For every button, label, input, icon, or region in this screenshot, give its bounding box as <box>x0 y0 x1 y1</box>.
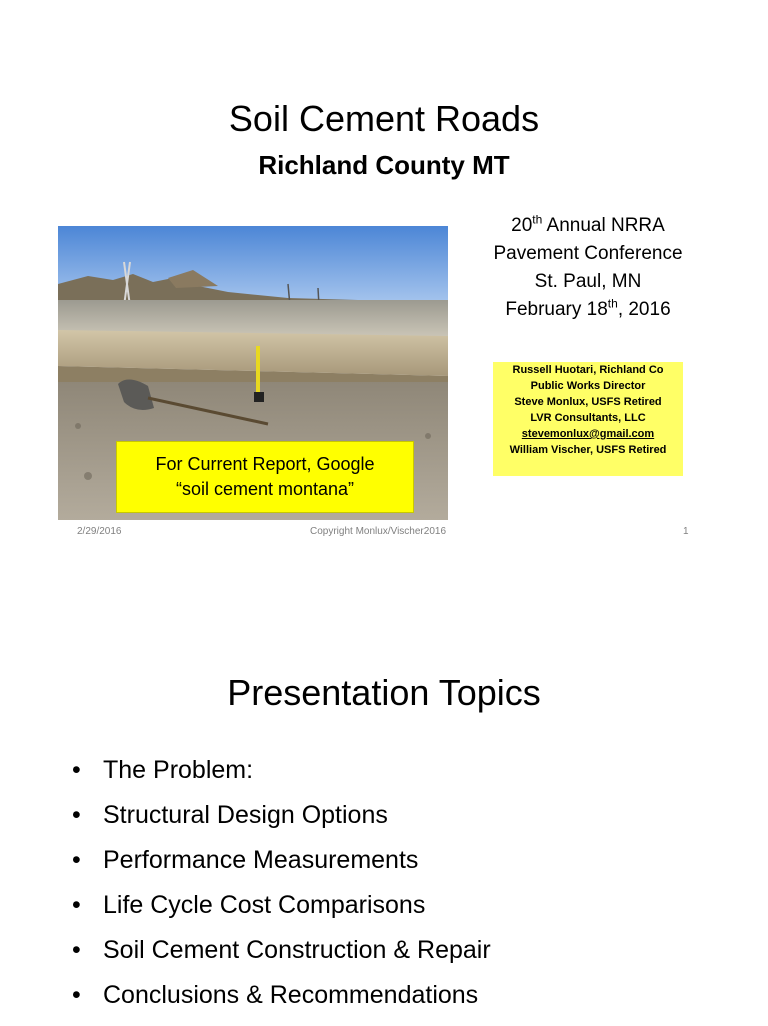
conference-line-4: February 18th, 2016 <box>505 296 671 320</box>
footer-date: 2/29/2016 <box>77 526 122 537</box>
bullet-icon: • <box>72 891 81 919</box>
bullet-icon: • <box>72 756 81 784</box>
author-line: Public Works Director <box>530 380 646 392</box>
footer-page-number: 1 <box>683 526 689 537</box>
author-line: Russell Huotari, Richland Co <box>512 364 664 376</box>
slide-title: Presentation Topics <box>227 672 541 713</box>
bullet-icon: • <box>72 801 81 829</box>
slide-subtitle: Richland County MT <box>258 150 510 180</box>
conference-info <box>478 212 698 324</box>
topics-list <box>72 756 491 1026</box>
callout-line-2: “soil cement montana” <box>175 479 355 499</box>
author-line: LVR Consultants, LLC <box>530 412 646 424</box>
list-item: • Structural Design Options <box>72 801 388 829</box>
author-line: William Vischer, USFS Retired <box>509 444 667 456</box>
conference-line-3: St. Paul, MN <box>534 271 642 292</box>
slide-title: Soil Cement Roads <box>228 98 540 139</box>
slide-2 <box>0 640 768 1024</box>
author-line: Steve Monlux, USFS Retired <box>514 396 662 408</box>
list-item: • The Problem: <box>72 756 254 784</box>
authors-box <box>493 362 683 476</box>
list-item: • Life Cycle Cost Comparisons <box>72 891 426 919</box>
google-report-callout <box>116 441 414 513</box>
list-item: • Soil Cement Construction & Repair <box>72 936 491 964</box>
list-item: • Conclusions & Recommendations <box>72 981 479 1009</box>
callout-line-1: For Current Report, Google <box>155 454 375 474</box>
email-link[interactable]: stevemonlux@gmail.com <box>521 428 655 440</box>
conference-line-2: Pavement Conference <box>493 243 683 264</box>
conference-line-1: 20th Annual NRRA <box>511 212 665 236</box>
bullet-icon: • <box>72 846 81 874</box>
bullet-icon: • <box>72 936 81 964</box>
list-item: • Performance Measurements <box>72 846 419 874</box>
footer-copyright: Copyright Monlux/Vischer2016 <box>310 526 447 537</box>
bullet-icon: • <box>72 981 81 1009</box>
